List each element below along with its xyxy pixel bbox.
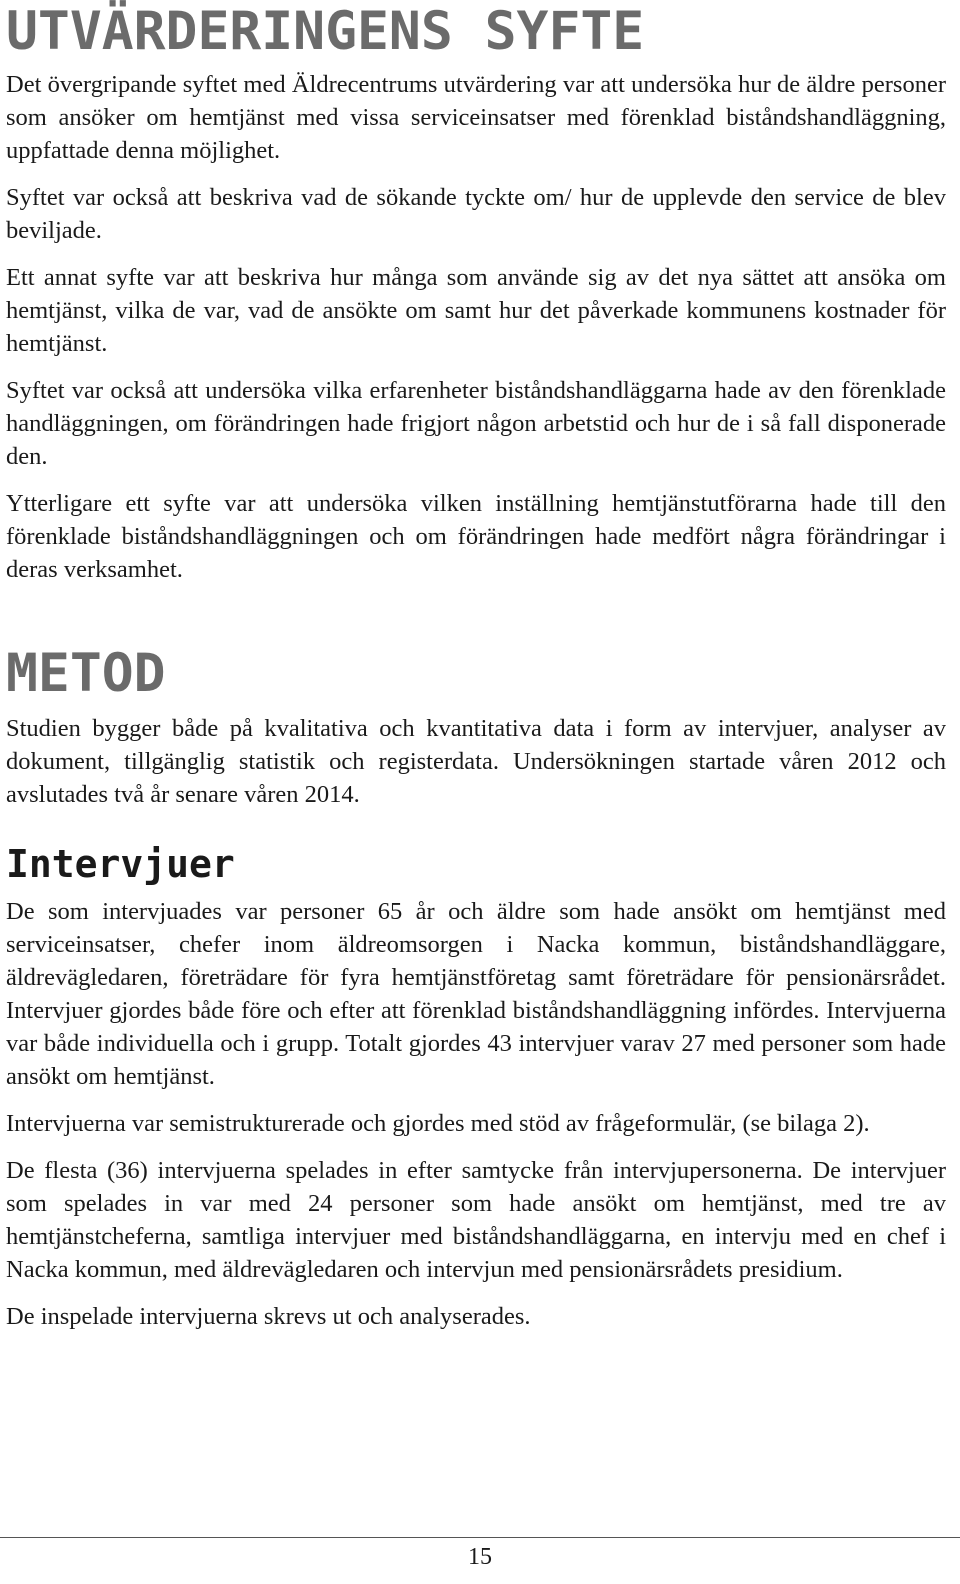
paragraph: De inspelade intervjuerna skrevs ut och analyserades. xyxy=(6,1303,531,1330)
page-number: 15 xyxy=(468,1544,492,1570)
paragraph: Syftet var också att undersöka vilka erfarenheter biståndshandläggarna hade av den förenklade handläggningen, om förändringen hade frigjort någon arbetstid och hur de i så fall disponerade den. xyxy=(6,377,946,470)
paragraph: De som intervjuades var personer 65 år och äldre som hade ansökt om hemtjänst med serviceinsatser, chefer inom äldreomsorgen i Nacka kommun, biståndshandläggare, äldrevägledaren, företrädare för fyra hemtjänstföretag samt företrädare för pensionärsrådet. Intervjuer gjordes både före och efter att förenklad biståndshandläggning infördes. Intervjuerna var både individuella och i grupp. Totalt gjordes 43 intervjuer varav 27 med personer som hade ansökt om hemtjänst. xyxy=(6,898,946,1090)
paragraph: Intervjuerna var semistrukturerade och gjordes med stöd av frågeformulär, (se bilaga 2). xyxy=(6,1110,870,1137)
section-heading-metod: METOD xyxy=(6,643,166,704)
paragraph: De flesta (36) intervjuerna spelades in efter samtycke från intervjupersonerna. De intervjuer som spelades in var med 24 personer som hade ansökt om hemtjänst, med tre av hemtjänstcheferna, samtliga intervjuer med biståndshandläggarna, en intervju med en chef i Nacka kommun, med äldrevägledaren och intervjun med pensionärsrådets presidium. xyxy=(6,1157,946,1283)
section-heading-syfte: UTVÄRDERINGENS SYFTE xyxy=(6,1,645,62)
subheading-intervjuer: Intervjuer xyxy=(6,842,235,886)
paragraph: Ett annat syfte var att beskriva hur många som använde sig av det nya sättet att ansöka om hemtjänst, vilka de var, vad de ansökte om samt hur det påverkade kommunens kostnader för hemtjänst. xyxy=(6,264,946,357)
paragraph: Studien bygger både på kvalitativa och kvantitativa data i form av intervjuer, analyser av dokument, tillgänglig statistik och registerdata. Undersökningen startade våren 2012 och avslutades två år senare våren 2014. xyxy=(6,715,946,808)
document-page xyxy=(6,0,946,1347)
paragraph: Ytterligare ett syfte var att undersöka vilken inställning hemtjänstutförarna hade till den förenklade biståndshandläggningen och om förändringen hade medfört några förändringar i deras verksamhet. xyxy=(6,490,946,583)
paragraph: Syftet var också att beskriva vad de sökande tyckte om/ hur de upplevde den service de blev beviljade. xyxy=(6,184,946,244)
paragraph: Det övergripande syftet med Äldrecentrums utvärdering var att undersöka hur de äldre personer som ansöker om hemtjänst med vissa serviceinsatser med förenklad biståndshandläggning, uppfattade denna möjlighet. xyxy=(6,71,946,164)
footer-divider xyxy=(0,1537,960,1538)
